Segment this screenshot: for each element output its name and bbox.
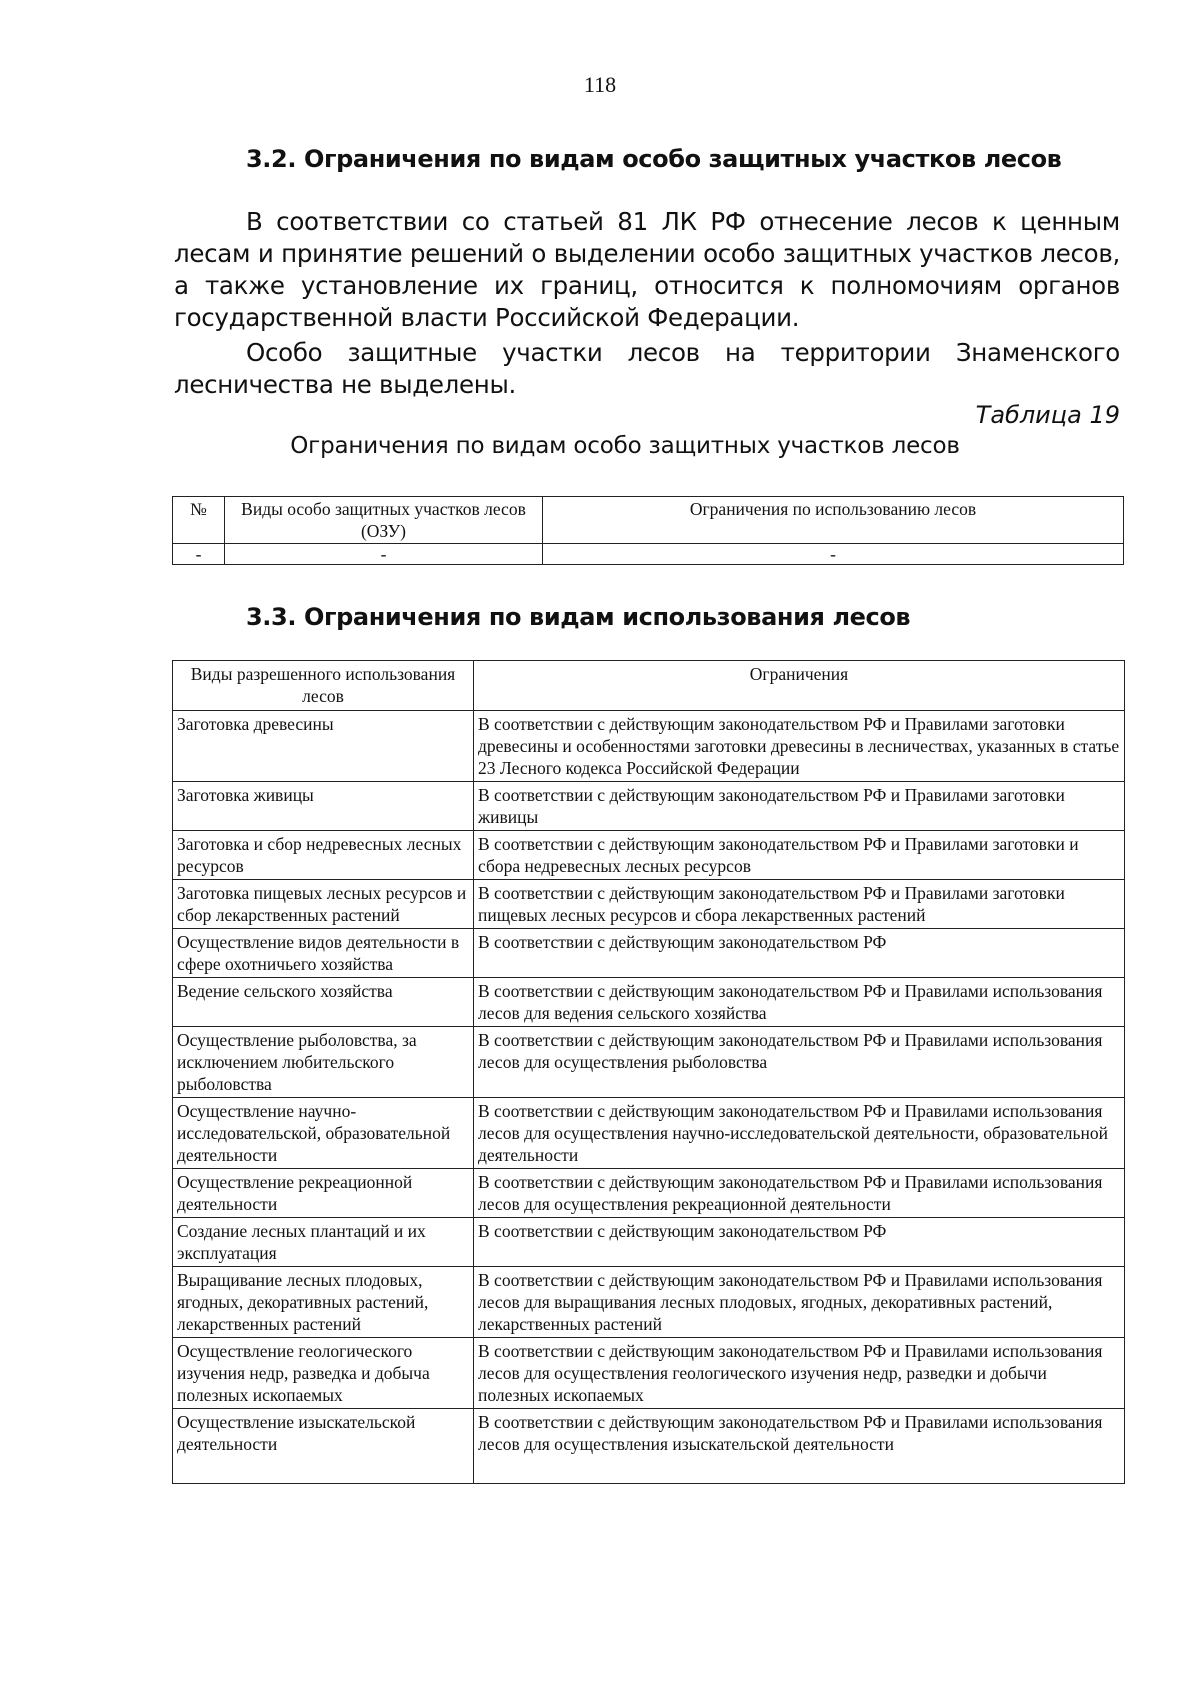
page-number: 118	[583, 72, 617, 97]
restriction-cell: В соответствии с действующим законодательством РФ	[474, 1218, 1125, 1267]
table-row	[173, 1098, 1125, 1169]
restriction-cell: В соответствии с действующим законодательством РФ и Правилами заготовки пищевых лесных ресурсов и сбора лекарственных растений	[474, 880, 1125, 929]
use-type-cell: Заготовка древесины	[173, 711, 474, 782]
use-type-cell: Заготовка пищевых лесных ресурсов и сбор лекарственных растений	[173, 880, 474, 929]
paragraph-1-text: В соответствии со статьей 81 ЛК РФ отнесение лесов к ценным лесам и принятие решений о выделении особо защитных участков лесов, а также установление их границ, относится к полномочиям органов государственной власти Российской Федерации.	[174, 207, 1120, 332]
use-type-cell: Заготовка и сбор недревесных лесных ресурсов	[173, 831, 474, 880]
restriction-cell: В соответствии с действующим законодательством РФ и Правилами заготовки древесины и особенностями заготовки древесины в лесничествах, указанных в статье 23 Лесного кодекса Российской Федерации	[474, 711, 1125, 782]
table-row	[173, 1218, 1125, 1267]
use-type-cell: Выращивание лесных плодовых, ягодных, декоративных растений, лекарственных растений	[173, 1267, 474, 1338]
table-cell: -	[225, 544, 543, 565]
table-row	[173, 1267, 1125, 1338]
table-cell: -	[173, 544, 225, 565]
use-type-cell: Осуществление рыболовства, за исключением любительского рыболовства	[173, 1027, 474, 1098]
table-row	[173, 1338, 1125, 1409]
paragraph-2-text: Особо защитные участки лесов на территории Знаменского лесничества не выделены.	[174, 338, 1120, 399]
use-type-cell: Осуществление изыскательской деятельности	[173, 1409, 474, 1484]
table-row	[173, 544, 1124, 565]
header-restrictions: Ограничения	[474, 661, 1125, 711]
table-header-row	[173, 497, 1124, 544]
protective-areas-table	[172, 496, 1124, 565]
table-number: Таблица 19	[975, 401, 1120, 429]
restriction-cell: В соответствии с действующим законодательством РФ и Правилами использования лесов для выращивания лесных плодовых, ягодных, декоративных растений, лекарственных растений	[474, 1267, 1125, 1338]
use-type-cell: Осуществление рекреационной деятельности	[173, 1169, 474, 1218]
restriction-cell: В соответствии с действующим законодательством РФ и Правилами использования лесов для осуществления научно-исследовательской деятельности, образовательной деятельности	[474, 1098, 1125, 1169]
use-type-cell: Осуществление видов деятельности в сфере охотничьего хозяйства	[173, 929, 474, 978]
restriction-cell: В соответствии с действующим законодательством РФ и Правилами использования лесов для осуществления изыскательской деятельности	[474, 1409, 1125, 1484]
restriction-cell: В соответствии с действующим законодательством РФ и Правилами использования лесов для осуществления рыболовства	[474, 1027, 1125, 1098]
use-type-cell: Ведение сельского хозяйства	[173, 978, 474, 1027]
section-3-2-heading: 3.2. Ограничения по видам особо защитных участков лесов	[246, 145, 1062, 173]
table-row	[173, 1169, 1125, 1218]
header-ozu-types: Виды особо защитных участков лесов (ОЗУ)	[225, 497, 543, 544]
table-row	[173, 1027, 1125, 1098]
restriction-cell: В соответствии с действующим законодательством РФ	[474, 929, 1125, 978]
table-caption: Ограничения по видам особо защитных участков лесов	[290, 433, 960, 459]
section-3-2-paragraph-1	[174, 206, 1120, 334]
use-type-cell: Осуществление научно-исследовательской, образовательной деятельности	[173, 1098, 474, 1169]
forest-use-restrictions-table	[172, 660, 1125, 1484]
table-row	[173, 880, 1125, 929]
restriction-cell: В соответствии с действующим законодательством РФ и Правилами использования лесов для ведения сельского хозяйства	[474, 978, 1125, 1027]
use-type-cell: Создание лесных плантаций и их эксплуатация	[173, 1218, 474, 1267]
table-cell: -	[543, 544, 1124, 565]
table-row	[173, 1409, 1125, 1484]
section-3-2-paragraph-2	[174, 337, 1120, 401]
table-row	[173, 831, 1125, 880]
restriction-cell: В соответствии с действующим законодательством РФ и Правилами заготовки и сбора недревесных лесных ресурсов	[474, 831, 1125, 880]
section-3-3-heading: 3.3. Ограничения по видам использования лесов	[246, 603, 911, 631]
table-row	[173, 782, 1125, 831]
table-row	[173, 711, 1125, 782]
use-type-cell: Осуществление геологического изучения недр, разведка и добыча полезных ископаемых	[173, 1338, 474, 1409]
table-header-row	[173, 661, 1125, 711]
restriction-cell: В соответствии с действующим законодательством РФ и Правилами заготовки живицы	[474, 782, 1125, 831]
use-type-cell: Заготовка живицы	[173, 782, 474, 831]
header-use-type: Виды разрешенного использования лесов	[173, 661, 474, 711]
restriction-cell: В соответствии с действующим законодательством РФ и Правилами использования лесов для осуществления рекреационной деятельности	[474, 1169, 1125, 1218]
restriction-cell: В соответствии с действующим законодательством РФ и Правилами использования лесов для осуществления геологического изучения недр, разведки и добычи полезных ископаемых	[474, 1338, 1125, 1409]
header-usage-restrictions: Ограничения по использованию лесов	[543, 497, 1124, 544]
table-row	[173, 978, 1125, 1027]
table-row	[173, 929, 1125, 978]
header-number: №	[173, 497, 225, 544]
